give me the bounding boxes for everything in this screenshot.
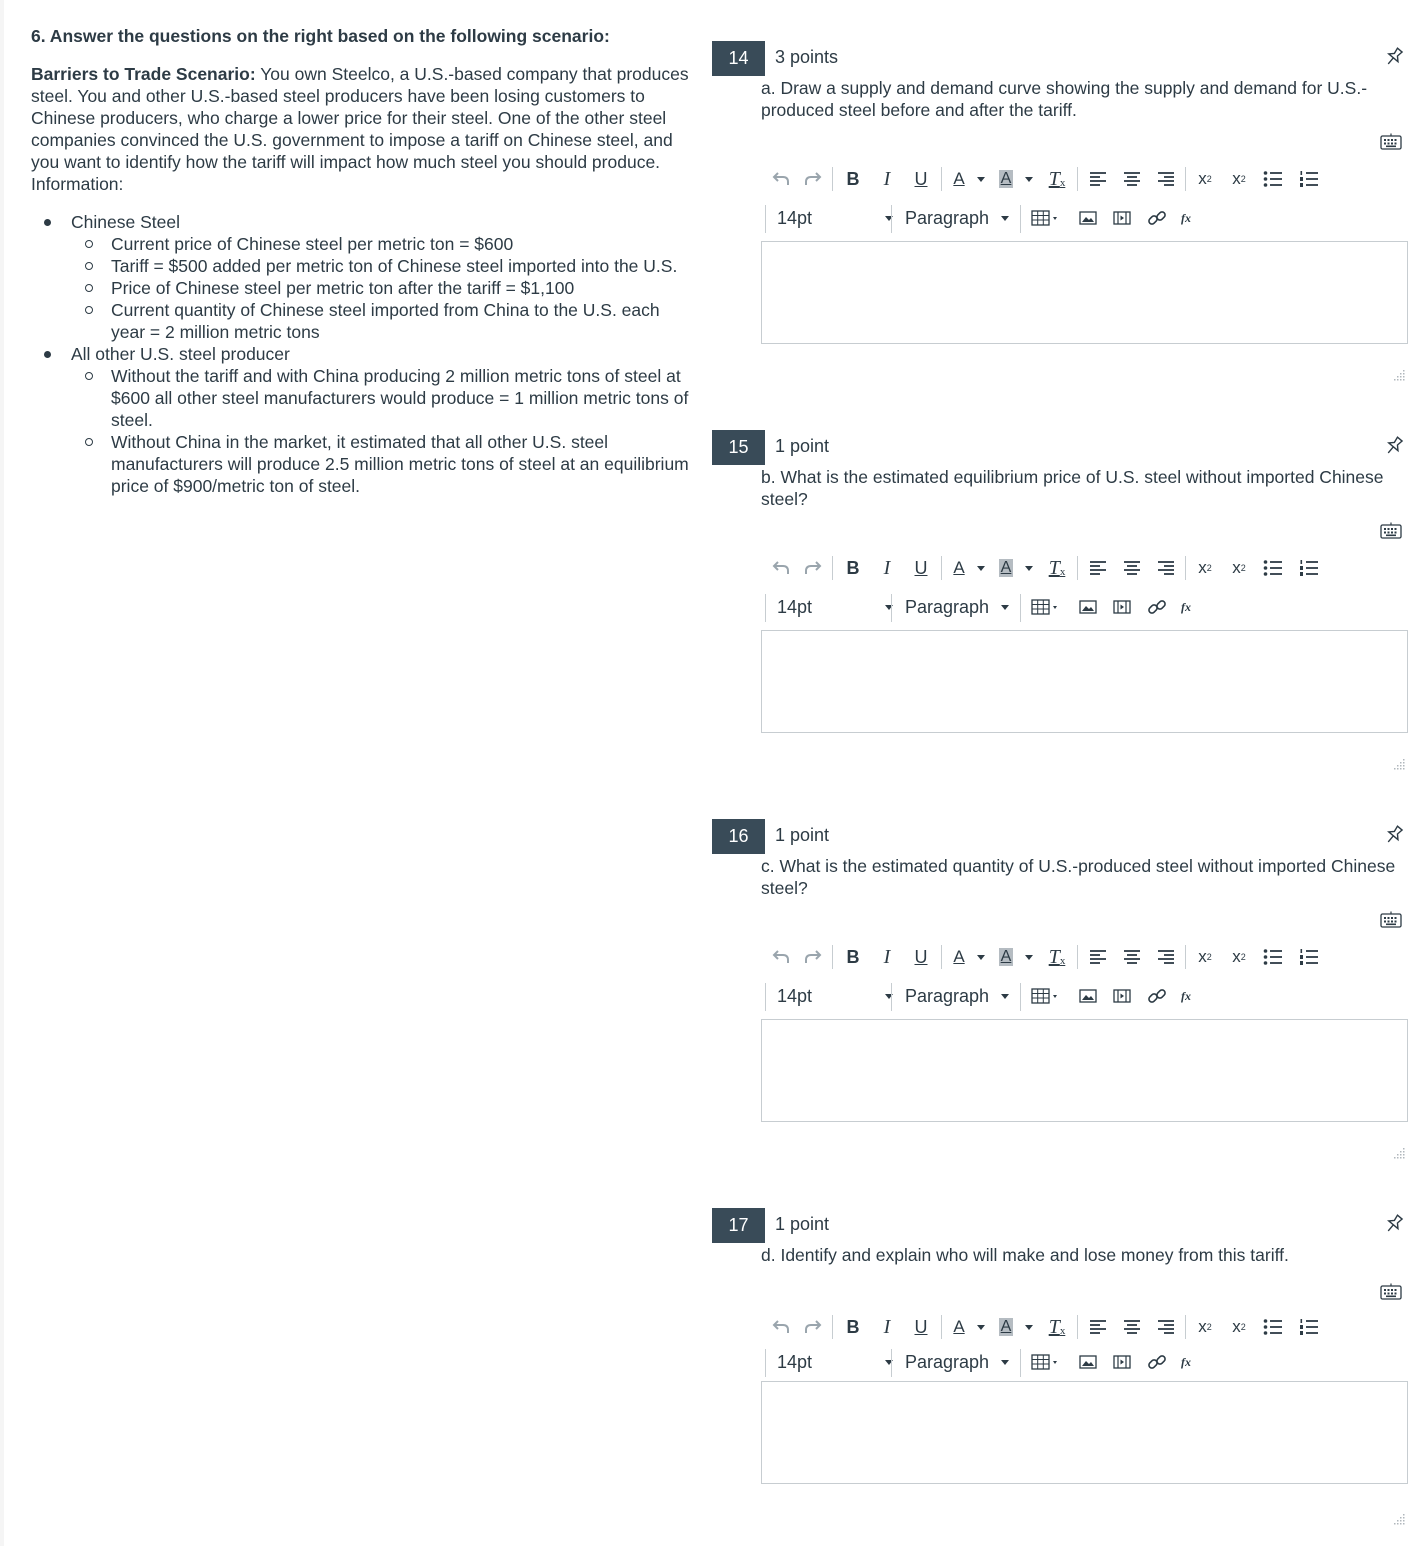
highlight-button-label: A bbox=[1000, 170, 1012, 187]
keyboard-shortcuts-icon[interactable] bbox=[1380, 522, 1402, 540]
block-format-caret-icon bbox=[1001, 216, 1009, 221]
question-text: d. Identify and explain who will make and lose money from this tariff. bbox=[761, 1245, 1289, 1265]
toolbar-separator bbox=[941, 945, 942, 969]
block-format-select[interactable] bbox=[905, 590, 1017, 624]
resize-handle-icon[interactable] bbox=[1394, 369, 1406, 381]
toolbar-separator bbox=[1020, 983, 1021, 1011]
underline-button[interactable]: U bbox=[914, 1316, 928, 1337]
subscript-button[interactable]: x 2 bbox=[1232, 947, 1246, 966]
align-left-icon[interactable] bbox=[1086, 1307, 1110, 1347]
numbered-list-icon[interactable] bbox=[1297, 548, 1321, 588]
toolbar-separator bbox=[832, 556, 833, 580]
italic-button[interactable]: I bbox=[883, 945, 891, 968]
clear-formatting-x-icon: x bbox=[1059, 1325, 1066, 1337]
left-page-border bbox=[0, 0, 4, 1546]
question-text: a. Draw a supply and demand curve showing the supply and demand for U.S.-produced steel before and after the tariff. bbox=[761, 78, 1368, 120]
block-format-caret-icon bbox=[1001, 605, 1009, 610]
font-size-value: 14pt bbox=[777, 207, 813, 228]
align-left-icon[interactable] bbox=[1086, 937, 1110, 977]
font-size-select[interactable] bbox=[777, 979, 887, 1013]
clear-formatting-button[interactable] bbox=[1045, 548, 1069, 588]
font-size-value: 14pt bbox=[777, 1351, 813, 1372]
highlight-caret-icon[interactable] bbox=[1023, 1307, 1035, 1347]
answer-text-editor[interactable] bbox=[761, 1381, 1408, 1484]
clear-formatting-button[interactable] bbox=[1045, 937, 1069, 977]
question-text: c. What is the estimated quantity of U.S.-produced steel without imported Chinese steel? bbox=[761, 856, 1396, 898]
question-number: 15 bbox=[712, 430, 765, 465]
subscript-label: x bbox=[1232, 1317, 1241, 1336]
toolbar-separator bbox=[765, 983, 766, 1011]
align-center-icon[interactable] bbox=[1120, 159, 1144, 199]
redo-icon[interactable] bbox=[801, 159, 825, 199]
font-size-value: 14pt bbox=[777, 985, 813, 1006]
undo-icon[interactable] bbox=[769, 1307, 793, 1347]
font-color-button[interactable]: A bbox=[953, 169, 965, 188]
info-item: Current price of Chinese steel per metric ton = $600 bbox=[71, 233, 691, 255]
bold-button[interactable]: B bbox=[846, 557, 860, 578]
clear-formatting-x-icon: x bbox=[1059, 177, 1066, 189]
highlight-button-label: A bbox=[1000, 1318, 1012, 1335]
resize-handle-icon[interactable] bbox=[1394, 1513, 1406, 1525]
align-left-icon[interactable] bbox=[1086, 548, 1110, 588]
italic-button[interactable]: I bbox=[883, 556, 891, 579]
redo-icon[interactable] bbox=[801, 937, 825, 977]
block-format-value: Paragraph bbox=[905, 207, 990, 228]
italic-button[interactable]: I bbox=[883, 1315, 891, 1338]
info-item: Current quantity of Chinese steel imported from China to the U.S. each year = 2 million metric tons bbox=[71, 299, 691, 343]
info-sublist bbox=[71, 233, 691, 343]
subscript-button[interactable]: x 2 bbox=[1232, 169, 1246, 188]
formula-button[interactable]: fx bbox=[1181, 210, 1191, 225]
bullet-list-icon[interactable] bbox=[1261, 1307, 1285, 1347]
link-icon[interactable] bbox=[1147, 590, 1169, 624]
resize-handle-icon[interactable] bbox=[1394, 1147, 1406, 1159]
numbered-list-icon[interactable] bbox=[1297, 1307, 1321, 1347]
block-format-value: Paragraph bbox=[905, 985, 990, 1006]
italic-button[interactable]: I bbox=[883, 167, 891, 190]
table-icon[interactable] bbox=[1031, 979, 1065, 1013]
superscript-button[interactable]: x 2 bbox=[1198, 1317, 1212, 1336]
pin-icon[interactable] bbox=[1382, 434, 1406, 458]
highlight-button[interactable] bbox=[995, 159, 1017, 199]
media-icon[interactable] bbox=[1113, 979, 1135, 1013]
align-right-icon[interactable] bbox=[1154, 159, 1178, 199]
editor-toolbar-row2 bbox=[761, 590, 1361, 624]
font-size-select[interactable] bbox=[777, 1345, 887, 1379]
highlight-button-label: A bbox=[1000, 948, 1012, 965]
highlight-button[interactable] bbox=[995, 548, 1017, 588]
table-icon[interactable] bbox=[1031, 201, 1065, 235]
numbered-list-icon[interactable] bbox=[1297, 159, 1321, 199]
highlight-button[interactable] bbox=[995, 1307, 1017, 1347]
font-color-caret-icon[interactable] bbox=[975, 1307, 987, 1347]
font-color-button[interactable]: A bbox=[953, 1317, 965, 1336]
editor-toolbar-row1 bbox=[761, 1307, 1361, 1347]
answer-text-editor[interactable] bbox=[761, 1019, 1408, 1122]
align-center-icon[interactable] bbox=[1120, 937, 1144, 977]
subscript-label: x bbox=[1232, 558, 1241, 577]
pin-icon[interactable] bbox=[1382, 823, 1406, 847]
toolbar-separator bbox=[891, 594, 892, 622]
numbered-list-icon[interactable] bbox=[1297, 937, 1321, 977]
redo-icon[interactable] bbox=[801, 1307, 825, 1347]
block-format-select[interactable] bbox=[905, 1345, 1017, 1379]
media-icon[interactable] bbox=[1113, 201, 1135, 235]
toolbar-separator bbox=[1020, 1349, 1021, 1377]
table-icon[interactable] bbox=[1031, 1345, 1065, 1379]
image-icon[interactable] bbox=[1079, 201, 1101, 235]
underline-button[interactable]: U bbox=[914, 946, 928, 967]
image-icon[interactable] bbox=[1079, 979, 1101, 1013]
answer-text-editor[interactable] bbox=[761, 630, 1408, 733]
resize-handle-icon[interactable] bbox=[1394, 758, 1406, 770]
info-item: Without China in the market, it estimated that all other U.S. steel manufacturers will produce 2.5 million metric tons of steel at an equilibrium price of $900/metric ton of steel. bbox=[71, 431, 691, 497]
info-group-label: All other U.S. steel producer bbox=[71, 344, 290, 364]
scenario-info-list bbox=[31, 211, 691, 497]
block-format-select[interactable] bbox=[905, 979, 1017, 1013]
align-right-icon[interactable] bbox=[1154, 937, 1178, 977]
info-item: Price of Chinese steel per metric ton after the tariff = $1,100 bbox=[71, 277, 691, 299]
align-right-icon[interactable] bbox=[1154, 1307, 1178, 1347]
scenario-intro-title: Barriers to Trade Scenario: bbox=[31, 64, 256, 84]
redo-icon[interactable] bbox=[801, 548, 825, 588]
info-group-us-producers bbox=[31, 343, 691, 497]
font-size-select[interactable] bbox=[777, 590, 887, 624]
toolbar-separator bbox=[1185, 556, 1186, 580]
keyboard-shortcuts-icon[interactable] bbox=[1380, 1283, 1402, 1301]
align-left-icon[interactable] bbox=[1086, 159, 1110, 199]
info-sublist bbox=[71, 365, 691, 497]
scenario-intro bbox=[31, 63, 691, 195]
media-icon[interactable] bbox=[1113, 1345, 1135, 1379]
block-format-caret-icon bbox=[1001, 994, 1009, 999]
block-format-caret-icon bbox=[1001, 1360, 1009, 1365]
question-points: 1 point bbox=[775, 825, 830, 845]
block-format-value: Paragraph bbox=[905, 596, 990, 617]
toolbar-separator bbox=[832, 1315, 833, 1339]
superscript-label: x bbox=[1198, 169, 1207, 188]
align-right-icon[interactable] bbox=[1154, 548, 1178, 588]
underline-button[interactable]: U bbox=[914, 557, 928, 578]
align-center-icon[interactable] bbox=[1120, 548, 1144, 588]
formula-button[interactable]: fx bbox=[1181, 599, 1191, 614]
toolbar-separator bbox=[891, 205, 892, 233]
toolbar-separator bbox=[765, 205, 766, 233]
undo-icon[interactable] bbox=[769, 159, 793, 199]
superscript-label: x bbox=[1198, 947, 1207, 966]
question-points: 3 points bbox=[775, 47, 839, 67]
table-icon[interactable] bbox=[1031, 590, 1065, 624]
toolbar-separator bbox=[1077, 556, 1078, 580]
toolbar-separator bbox=[832, 945, 833, 969]
link-icon[interactable] bbox=[1147, 1345, 1169, 1379]
question-number: 14 bbox=[712, 41, 765, 76]
bullet-list-icon[interactable] bbox=[1261, 548, 1285, 588]
editor-toolbar-row2 bbox=[761, 1345, 1361, 1379]
link-icon[interactable] bbox=[1147, 201, 1169, 235]
toolbar-separator bbox=[1020, 594, 1021, 622]
toolbar-separator bbox=[1185, 1315, 1186, 1339]
subscript-button[interactable]: x 2 bbox=[1232, 558, 1246, 577]
toolbar-separator bbox=[941, 1315, 942, 1339]
toolbar-separator bbox=[765, 594, 766, 622]
undo-icon[interactable] bbox=[769, 548, 793, 588]
editor-toolbar-row1 bbox=[761, 937, 1361, 977]
pin-icon[interactable] bbox=[1382, 1212, 1406, 1236]
keyboard-shortcuts-icon[interactable] bbox=[1380, 911, 1402, 929]
toolbar-separator bbox=[1077, 167, 1078, 191]
scenario-intro-text: You own Steelco, a U.S.-based company that produces steel. You and other U.S.-based steel producers have been losing customers to Chinese producers, who charge a lower price for their steel. One of the other steel companies convinced the U.S. government to impose a tariff on Chinese steel, and you want to identify how the tariff will impact how much steel you should produce. Information: bbox=[31, 64, 689, 194]
media-icon[interactable] bbox=[1113, 590, 1135, 624]
font-size-select[interactable] bbox=[777, 201, 887, 235]
toolbar-separator bbox=[1185, 945, 1186, 969]
block-format-value: Paragraph bbox=[905, 1351, 990, 1372]
highlight-button-label: A bbox=[1000, 559, 1012, 576]
editor-toolbar-row2 bbox=[761, 979, 1361, 1013]
toolbar-separator bbox=[891, 1349, 892, 1377]
editor-toolbar-row1 bbox=[761, 159, 1361, 199]
toolbar-separator bbox=[1077, 945, 1078, 969]
toolbar-separator bbox=[1185, 167, 1186, 191]
toolbar-separator bbox=[1077, 1315, 1078, 1339]
bullet-list-icon[interactable] bbox=[1261, 937, 1285, 977]
font-color-button[interactable]: A bbox=[953, 947, 965, 966]
question-number: 16 bbox=[712, 819, 765, 854]
subscript-button[interactable]: x 2 bbox=[1232, 1317, 1246, 1336]
clear-formatting-label: T bbox=[1048, 1315, 1060, 1338]
superscript-button[interactable]: x 2 bbox=[1198, 558, 1212, 577]
undo-icon[interactable] bbox=[769, 937, 793, 977]
toolbar-separator bbox=[941, 556, 942, 580]
block-format-select[interactable] bbox=[905, 201, 1017, 235]
bold-button[interactable]: B bbox=[846, 168, 860, 189]
image-icon[interactable] bbox=[1079, 1345, 1101, 1379]
question-points: 1 point bbox=[775, 436, 830, 456]
align-center-icon[interactable] bbox=[1120, 1307, 1144, 1347]
editor-toolbar-row2 bbox=[761, 201, 1361, 235]
image-icon[interactable] bbox=[1079, 590, 1101, 624]
font-color-caret-icon[interactable] bbox=[975, 548, 987, 588]
clear-formatting-x-icon: x bbox=[1059, 955, 1066, 967]
info-item: Tariff = $500 added per metric ton of Chinese steel imported into the U.S. bbox=[71, 255, 691, 277]
scenario-heading: 6. Answer the questions on the right based on the following scenario: bbox=[31, 26, 610, 46]
formula-button[interactable]: fx bbox=[1181, 1354, 1191, 1369]
superscript-label: x bbox=[1198, 558, 1207, 577]
bold-button[interactable]: B bbox=[846, 946, 860, 967]
question-points: 1 point bbox=[775, 1214, 830, 1234]
scenario-panel bbox=[31, 24, 691, 497]
clear-formatting-button[interactable] bbox=[1045, 159, 1069, 199]
font-color-caret-icon[interactable] bbox=[975, 159, 987, 199]
toolbar-separator bbox=[941, 167, 942, 191]
clear-formatting-x-icon: x bbox=[1059, 566, 1066, 578]
highlight-button[interactable] bbox=[995, 937, 1017, 977]
highlight-caret-icon[interactable] bbox=[1023, 159, 1035, 199]
answer-text-editor[interactable] bbox=[761, 241, 1408, 344]
question-text: b. What is the estimated equilibrium price of U.S. steel without imported Chinese steel? bbox=[761, 467, 1384, 509]
link-icon[interactable] bbox=[1147, 979, 1169, 1013]
toolbar-separator bbox=[1020, 205, 1021, 233]
toolbar-separator bbox=[765, 1349, 766, 1377]
font-size-value: 14pt bbox=[777, 596, 813, 617]
clear-formatting-label: T bbox=[1048, 945, 1060, 968]
toolbar-separator bbox=[891, 983, 892, 1011]
superscript-button[interactable]: x 2 bbox=[1198, 169, 1212, 188]
clear-formatting-label: T bbox=[1048, 167, 1060, 190]
clear-formatting-button[interactable] bbox=[1045, 1307, 1069, 1347]
info-group-chinese-steel bbox=[31, 211, 691, 343]
superscript-button[interactable]: x 2 bbox=[1198, 947, 1212, 966]
editor-toolbar-row1 bbox=[761, 548, 1361, 588]
clear-formatting-label: T bbox=[1048, 556, 1060, 579]
pin-icon[interactable] bbox=[1382, 45, 1406, 69]
info-item: Without the tariff and with China producing 2 million metric tons of steel at $600 all other steel manufacturers would produce = 1 million metric tons of steel. bbox=[71, 365, 691, 431]
font-color-caret-icon[interactable] bbox=[975, 937, 987, 977]
toolbar-separator bbox=[832, 167, 833, 191]
bold-button[interactable]: B bbox=[846, 1316, 860, 1337]
formula-button[interactable]: fx bbox=[1181, 988, 1191, 1003]
subscript-label: x bbox=[1232, 947, 1241, 966]
highlight-caret-icon[interactable] bbox=[1023, 548, 1035, 588]
underline-button[interactable]: U bbox=[914, 168, 928, 189]
highlight-caret-icon[interactable] bbox=[1023, 937, 1035, 977]
superscript-label: x bbox=[1198, 1317, 1207, 1336]
keyboard-shortcuts-icon[interactable] bbox=[1380, 133, 1402, 151]
info-group-label: Chinese Steel bbox=[71, 212, 180, 232]
question-number: 17 bbox=[712, 1208, 765, 1243]
bullet-list-icon[interactable] bbox=[1261, 159, 1285, 199]
subscript-label: x bbox=[1232, 169, 1241, 188]
font-color-button[interactable]: A bbox=[953, 558, 965, 577]
